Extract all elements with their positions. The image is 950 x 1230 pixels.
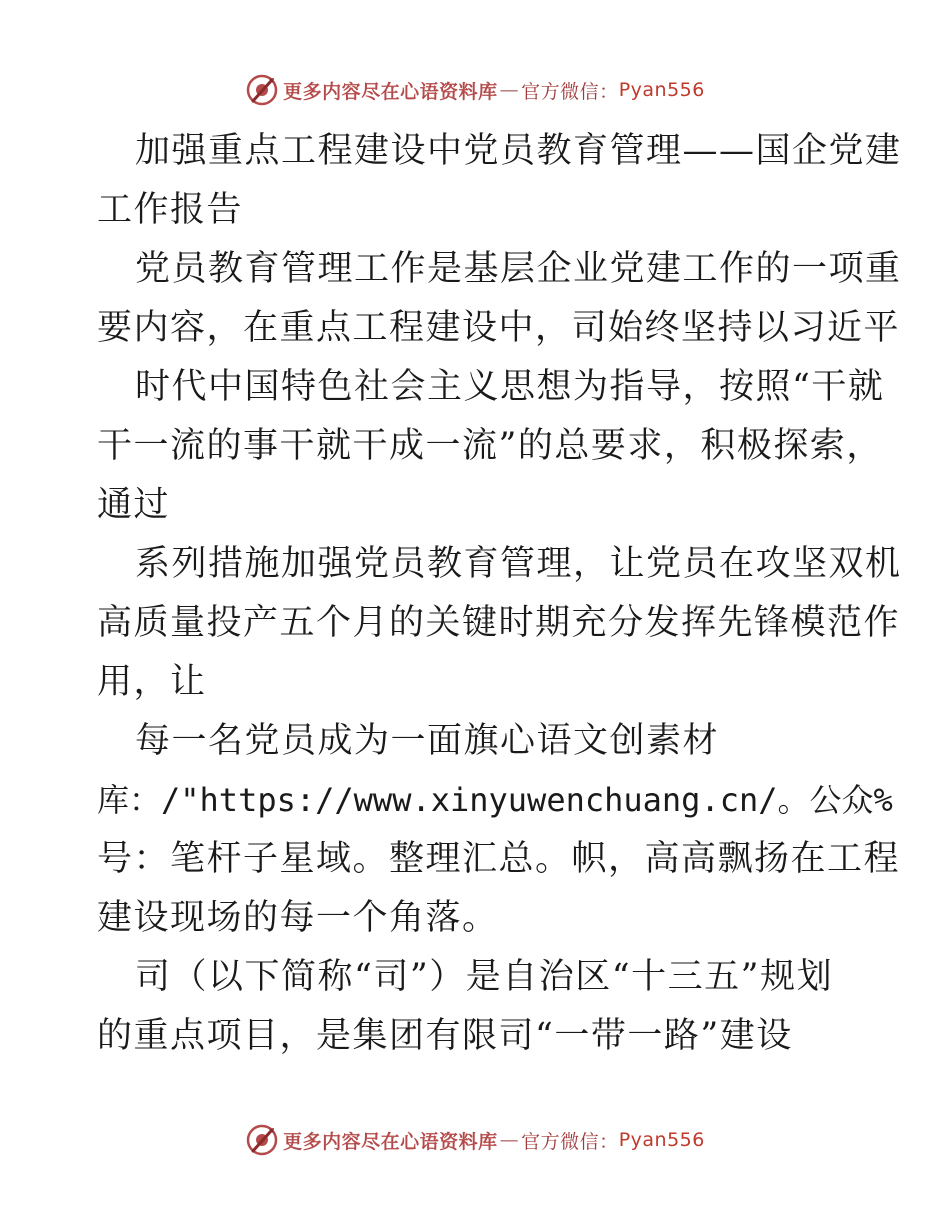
doc-line-7: 通过 (97, 485, 171, 525)
doc-line-5: 时代中国特色社会主义思想为指导，按照“干就 (135, 367, 885, 407)
doc-line-3: 党员教育管理工作是基层企业党建工作的一项重 (135, 249, 902, 289)
watermark-banner-bottom (0, 1120, 950, 1160)
watermark-dash: — (499, 79, 520, 101)
doc-line-8: 系列措施加强党员教育管理，让党员在攻坚双机 (135, 544, 902, 584)
watermark-banner-top (0, 70, 950, 110)
doc-line-9: 高质量投产五个月的关键时期充分发挥先锋模范作 (97, 603, 901, 643)
doc-line-6: 干一流的事干就干成一流”的总要求，积极探索， (97, 426, 883, 466)
watermark-wechat-id: Pyan556 (618, 1129, 705, 1151)
doc-line-13: 号：笔杆子星域。整理汇总。帜，高高飘扬在工程 (97, 839, 901, 879)
watermark-wechat-id: Pyan556 (618, 79, 705, 101)
doc-line-14: 建设现场的每一个角落。 (97, 898, 499, 938)
doc-line-16: 的重点项目，是集团有限司“一带一路”建设 (97, 1016, 793, 1056)
doc-title-line-2: 工作报告 (97, 190, 244, 230)
pen-logo-icon (245, 1123, 279, 1157)
watermark-dash: — (499, 1129, 520, 1151)
doc-line-10: 用，让 (97, 662, 207, 702)
doc-line-15: 司（以下简称“司”）是自治区“十三五”规划 (135, 957, 834, 997)
watermark-brand-text: 更多内容尽在心语资料库 (283, 1130, 498, 1153)
watermark-official-label: 官方微信： (521, 80, 619, 103)
document-body (97, 122, 902, 1066)
doc-line-12-url: 库：/"https://www.xinyuwenchuang.cn/。公众% (97, 781, 893, 819)
doc-line-4: 要内容，在重点工程建设中，司始终坚持以习近平 (97, 308, 901, 348)
watermark-brand-text: 更多内容尽在心语资料库 (283, 80, 498, 103)
watermark-official-label: 官方微信： (521, 1130, 619, 1153)
doc-title-line-1: 加强重点工程建设中党员教育管理——国企党建 (135, 131, 902, 171)
pen-logo-icon (245, 73, 279, 107)
doc-line-11: 每一名党员成为一面旗心语文创素材 (135, 721, 720, 761)
